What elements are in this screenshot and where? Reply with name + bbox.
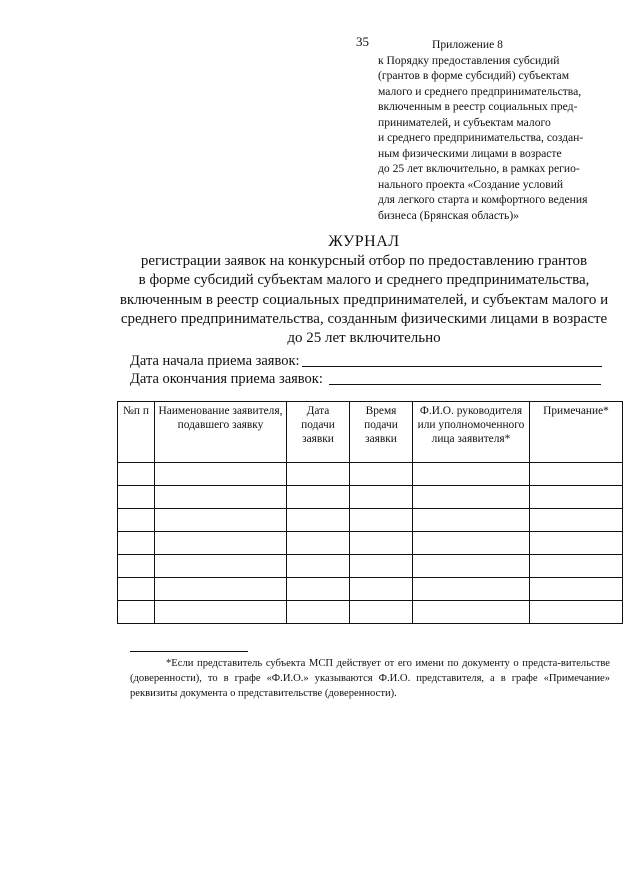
table-cell[interactable] (350, 509, 413, 532)
table-cell[interactable] (413, 578, 530, 601)
journal-title-block (108, 232, 620, 348)
journal-subtitle-line: среднего предпринимательства, созданным физическими лицами в возрасте (120, 310, 608, 327)
appendix-line: ным физическими лицами в возрасте (378, 146, 562, 160)
journal-heading: ЖУРНАЛ (328, 233, 400, 250)
end-date-label: Дата окончания приема заявок: (130, 371, 323, 387)
table-header-row (118, 402, 623, 463)
table-cell[interactable] (530, 463, 623, 486)
table-cell[interactable] (413, 555, 530, 578)
col-header-applicant-name: Наименование заявителя, подавшего заявку (155, 402, 287, 463)
col-header-representative-name: Ф.И.О. руководителя или уполномоченного лица заявителя* (413, 402, 530, 463)
table-cell[interactable] (530, 555, 623, 578)
table-cell[interactable] (530, 486, 623, 509)
table-row (118, 463, 623, 486)
table-cell[interactable] (155, 532, 287, 555)
journal-subtitle-line: включенным в реестр социальных предпринимателей, и субъектам малого и (119, 291, 609, 308)
page-number: 35 (356, 34, 369, 49)
footnote-text: *Если представитель субъекта МСП действует от его имени по документу о предста-вительстве (доверенности), то в графе «Ф.И.О.» указываются Ф.И.О. представителя, а в графе «Примечание» реквизиты документа о представительстве (доверенности). (130, 658, 610, 699)
table-cell[interactable] (350, 578, 413, 601)
table-cell[interactable] (287, 509, 350, 532)
appendix-line: принимателей, и субъектам малого (378, 115, 551, 129)
table-body (118, 463, 623, 624)
table-row (118, 601, 623, 624)
table-row (118, 532, 623, 555)
table-cell[interactable] (287, 601, 350, 624)
table-row (118, 555, 623, 578)
appendix-line: (грантов в форме субсидий) субъектам (378, 69, 570, 82)
table-cell[interactable] (413, 601, 530, 624)
table-cell[interactable] (118, 578, 155, 601)
table-cell[interactable] (413, 463, 530, 486)
appendix-line: до 25 лет включительно, в рамках регио- (378, 162, 580, 175)
col-header-note: Примечание* (530, 402, 623, 463)
table-cell[interactable] (350, 555, 413, 578)
registration-table (117, 401, 623, 624)
table-cell[interactable] (530, 532, 623, 555)
appendix-line: малого и среднего предпринимательства, (378, 84, 582, 98)
table-cell[interactable] (287, 486, 350, 509)
table-cell[interactable] (118, 601, 155, 624)
col-header-submission-date: Дата подачи заявки (287, 402, 350, 463)
appendix-block (378, 37, 628, 223)
start-date-label: Дата начала приема заявок: (130, 353, 300, 369)
table-cell[interactable] (413, 509, 530, 532)
table-cell[interactable] (530, 578, 623, 601)
table-cell[interactable] (413, 486, 530, 509)
footnote-separator (130, 651, 248, 652)
table-cell[interactable] (155, 601, 287, 624)
appendix-line: нального проекта «Создание условий (378, 177, 564, 191)
table-cell[interactable] (530, 509, 623, 532)
table-cell[interactable] (350, 463, 413, 486)
appendix-line: для легкого старта и комфортного ведения (378, 193, 588, 206)
start-date-row (130, 352, 610, 370)
table-cell[interactable] (287, 578, 350, 601)
col-header-number: №п п (118, 402, 155, 463)
table-row (118, 578, 623, 601)
table-cell[interactable] (155, 463, 287, 486)
end-date-fill-line[interactable] (329, 384, 601, 385)
journal-subtitle-line: в форме субсидий субъектам малого и среднего предпринимательства, (138, 272, 590, 289)
end-date-row (130, 370, 610, 388)
appendix-line: к Порядку предоставления субсидий (378, 53, 560, 67)
table-cell[interactable] (118, 555, 155, 578)
table-cell[interactable] (287, 463, 350, 486)
table-cell[interactable] (118, 486, 155, 509)
table-cell[interactable] (350, 486, 413, 509)
table-cell[interactable] (155, 486, 287, 509)
table-cell[interactable] (155, 555, 287, 578)
appendix-line: и среднего предпринимательства, создан- (378, 131, 584, 144)
table-cell[interactable] (155, 509, 287, 532)
table-cell[interactable] (118, 532, 155, 555)
table-cell[interactable] (155, 578, 287, 601)
table-cell[interactable] (350, 601, 413, 624)
table-cell[interactable] (413, 532, 530, 555)
table-cell[interactable] (530, 601, 623, 624)
table-row (118, 509, 623, 532)
appendix-line: бизнеса (Брянская область)» (378, 208, 519, 222)
journal-subtitle-line: до 25 лет включительно (287, 330, 441, 347)
appendix-line: включенным в реестр социальных пред- (378, 100, 578, 113)
table-cell[interactable] (118, 463, 155, 486)
table-row (118, 486, 623, 509)
appendix-title: Приложение 8 (432, 38, 503, 51)
table-cell[interactable] (118, 509, 155, 532)
journal-subtitle-line: регистрации заявок на конкурсный отбор по предоставлению грантов (140, 253, 588, 270)
table-cell[interactable] (287, 532, 350, 555)
dates-block (130, 352, 610, 388)
table-cell[interactable] (287, 555, 350, 578)
table-cell[interactable] (350, 532, 413, 555)
col-header-submission-time: Время подачи заявки (350, 402, 413, 463)
start-date-fill-line[interactable] (302, 366, 602, 367)
